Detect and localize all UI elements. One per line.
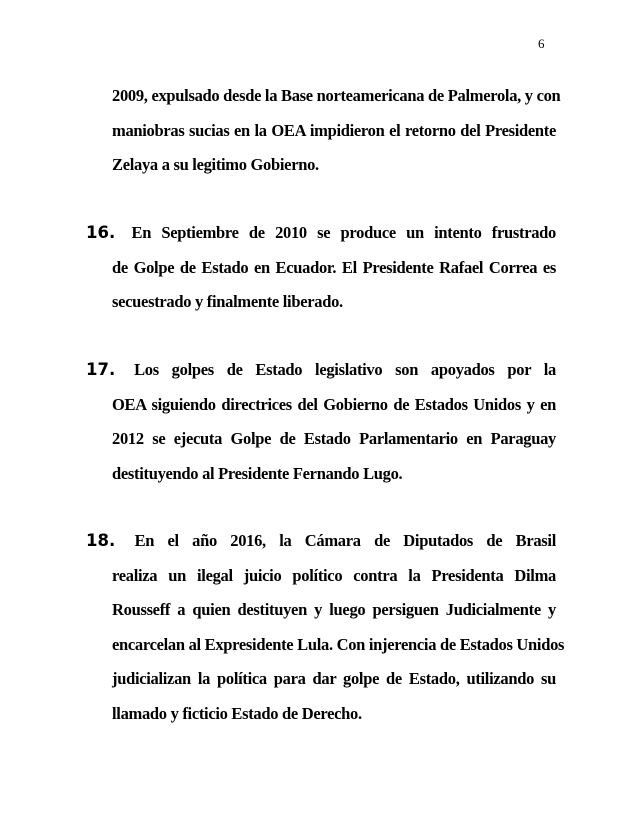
paragraph-line: Rousseff a quien destituyen y luego persiguen Judicialmente y (112, 600, 556, 619)
paragraph-line: Los golpes de Estado legislativo son apoyados por la (134, 360, 556, 379)
list-item-18 (86, 524, 565, 731)
paragraph-line: 2009, expulsado desde la Base norteamericana de Palmerola, y con (112, 86, 561, 105)
list-item-16 (86, 216, 556, 320)
item-number: 17. (86, 360, 116, 379)
paragraph-line: realiza un ilegal juicio político contra la Presidenta Dilma (112, 565, 556, 585)
paragraph-line: En Septiembre de 2010 se produce un intento frustrado (131, 223, 557, 242)
item-number: 16. (86, 223, 116, 242)
paragraph-line: judicializan la política para dar golpe de Estado, utilizando su (112, 669, 556, 688)
list-item-17 (86, 353, 556, 491)
paragraph-line: En el año 2016, la Cámara de Diputados de Brasil (134, 531, 556, 550)
paragraph-line: maniobras sucias en la OEA impidieron el retorno del Presidente (112, 120, 556, 140)
paragraph-line: encarcelan al Expresidente Lula. Con injerencia de Estados Unidos (112, 634, 565, 654)
item-number: 18. (86, 531, 116, 550)
paragraph-line: secuestrado y finalmente liberado. (112, 292, 343, 311)
paragraph-line: llamado y ficticio Estado de Derecho. (112, 703, 362, 723)
paragraph-line: OEA siguiendo directrices del Gobierno de Estados Unidos y en (112, 394, 556, 414)
page-number: 6 (538, 36, 545, 51)
paragraph-line-first (86, 524, 556, 559)
paragraph-line-first (86, 216, 556, 251)
paragraph-line-first (86, 353, 556, 388)
paragraph-line: de Golpe de Estado en Ecuador. El Presidente Rafael Correa es (112, 257, 556, 277)
paragraph-line: 2012 se ejecuta Golpe de Estado Parlamentario en Paraguay (112, 429, 556, 448)
continuation-paragraph (86, 79, 561, 183)
paragraph-line: Zelaya a su legitimo Gobierno. (112, 155, 319, 174)
paragraph-line: destituyendo al Presidente Fernando Lugo. (112, 463, 403, 483)
